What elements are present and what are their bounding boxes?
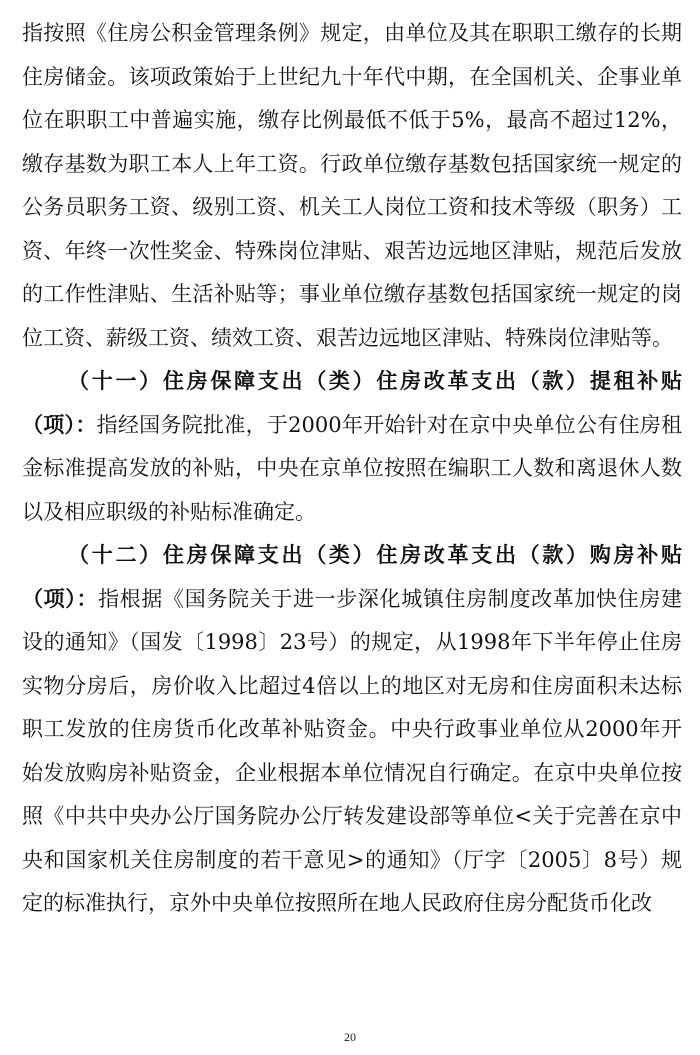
section-heading-rent-subsidy: （十一）住房保障支出（类）住房改革支出（款）提租补贴（项）： [22,369,682,437]
paragraph-text: 指经国务院批准，于2000年开始针对在京中央单位公有住房租金标准提高发放的补贴，中央在京单位按照在编职工人数和离退休人数以及相应职级的补贴标准确定。 [22,412,683,524]
paragraph-text: 指根据《国务院关于进一步深化城镇住房制度改革加快住房建设的通知》（国发〔1998〕23号）的规定，从1998年下半年停止住房实物分房后，房价收入比超过4倍以上的地区对无房和住房面积未达标职工发放的住房货币化改革补贴资金。中央行政事业单位从2000年开始发放购房补贴资金，企业根据本单位情况自行确定。在京中央单位按照《中共中央办公厅国务院办公厅转发建设部等单位<关于完善在京中央和国家机关住房制度的若干意见>的通知》（厅字〔2005〕8号）规定的标准执行，京外中央单位按照所在地人民政府住房分配货币化改 [22,586,683,915]
section-heading-purchase-subsidy: （十二）住房保障支出（类）住房改革支出（款）购房补贴（项）： [22,543,682,611]
paragraph-text: 指按照《住房公积金管理条例》规定，由单位及其在职职工缴存的长期住房储金。该项政策始于上世纪九十年代中期，在全国机关、企事业单位在职职工中普遍实施，缴存比例最低不低于5%，最高不超过12%，缴存基数为职工本人上年工资。行政单位缴存基数包括国家统一规定的公务员职务工资、级别工资、机关工人岗位工资和技术等级（职务）工资、年终一次性奖金、特殊岗位津贴、艰苦边远地区津贴，规范后发放的工作性津贴、生活补贴等；事业单位缴存基数包括国家统一规定的岗位工资、薪级工资、绩效工资、艰苦边远地区津贴、特殊岗位津贴等。 [22,21,682,350]
body-text [22,12,682,926]
paragraph-purchase-subsidy [22,534,682,926]
page-number: 20 [344,1030,356,1044]
paragraph-housing-provident-fund [22,12,682,360]
paragraph-rent-subsidy [22,360,682,534]
